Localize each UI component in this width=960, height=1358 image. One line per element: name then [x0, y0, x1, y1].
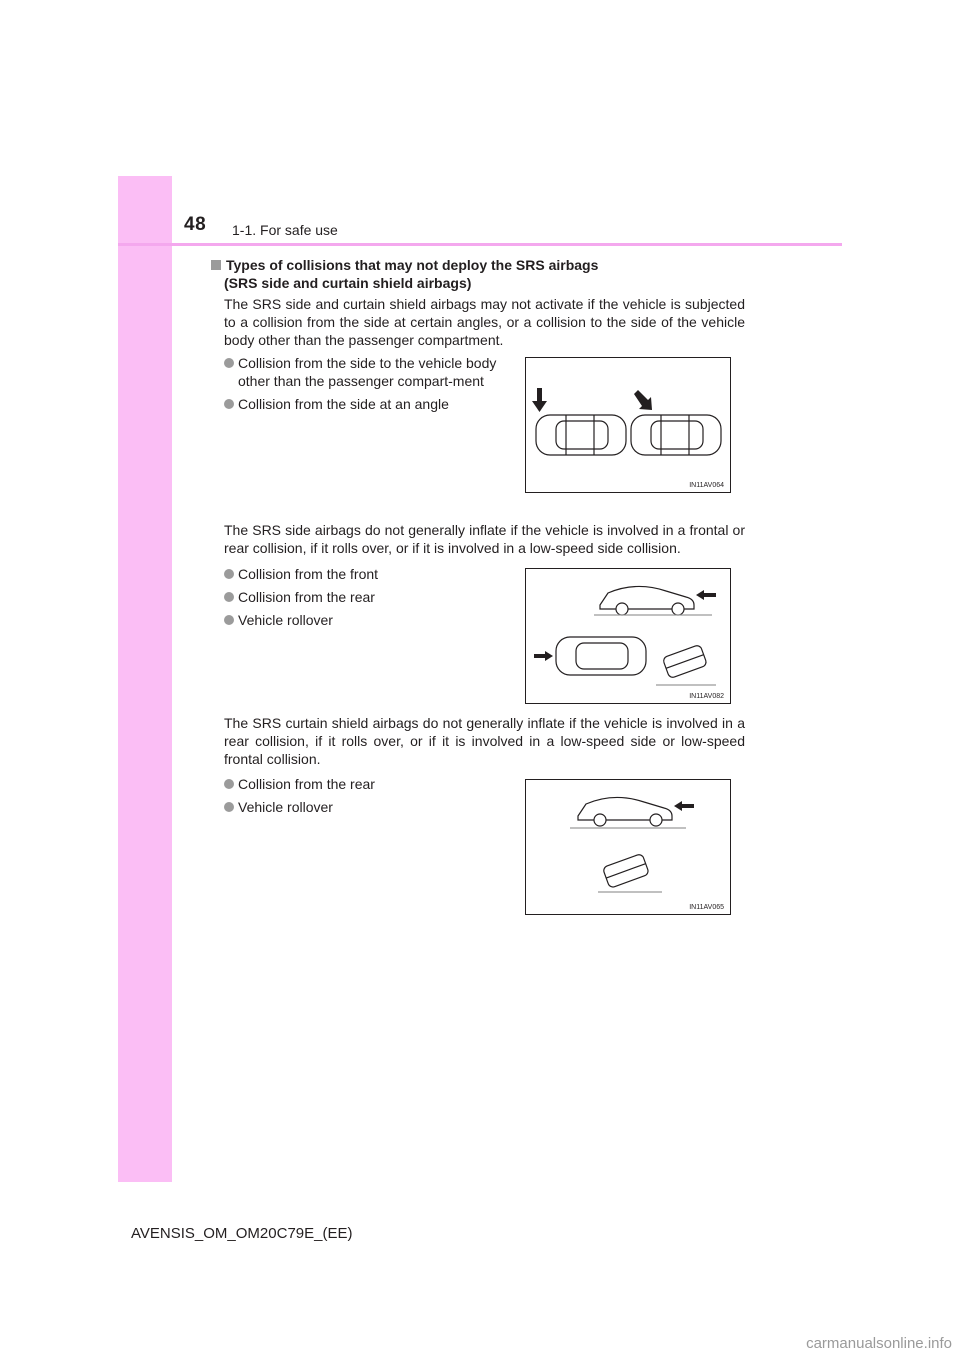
- circle-bullet-icon: [224, 615, 234, 625]
- section-title: 1-1. For safe use: [232, 222, 338, 238]
- side-collision-illustration: [526, 358, 732, 494]
- figure-code: IN11AV064: [689, 482, 724, 489]
- list-item: Collision from the side at an angle: [224, 395, 514, 413]
- figure-code: IN11AV082: [689, 693, 724, 700]
- list-item: Vehicle rollover: [224, 611, 514, 629]
- list-item: Collision from the rear: [224, 588, 514, 606]
- paragraph-1: The SRS side and curtain shield airbags may not activate if the vehicle is subjected to a collision from the side at certain angles, or a collision to the side of the vehicle body other than the passenger compartment.: [224, 296, 745, 348]
- square-bullet-icon: [211, 260, 221, 270]
- list-item: Collision from the rear: [224, 775, 514, 793]
- front-rear-rollover-illustration: [526, 569, 732, 705]
- paragraph-3: The SRS curtain shield airbags do not generally inflate if the vehicle is involved in a rear collision, if it rolls over, or if it is involved in a low-speed side or low-speed frontal collision.: [224, 715, 745, 767]
- subsection-heading: [211, 256, 751, 292]
- bullet-list-3: [224, 775, 514, 821]
- sidebar-tab: [118, 176, 172, 1182]
- circle-bullet-icon: [224, 592, 234, 602]
- list-item: Collision from the front: [224, 565, 514, 583]
- circle-bullet-icon: [224, 399, 234, 409]
- rear-rollover-illustration: [526, 780, 732, 916]
- document-code: AVENSIS_OM_OM20C79E_(EE): [131, 1225, 353, 1242]
- heading-line-1: Types of collisions that may not deploy the SRS airbags: [226, 257, 599, 273]
- heading-line-2: (SRS side and curtain shield airbags): [224, 275, 472, 291]
- list-item: Vehicle rollover: [224, 798, 514, 816]
- page-number: 48: [184, 214, 207, 235]
- bullet-list-2: [224, 565, 514, 634]
- header-rule: [118, 243, 842, 246]
- list-item: Collision from the side to the vehicle body other than the passenger compart-ment: [224, 354, 514, 390]
- circle-bullet-icon: [224, 569, 234, 579]
- circle-bullet-icon: [224, 802, 234, 812]
- watermark: carmanualsonline.info: [806, 1335, 952, 1352]
- circle-bullet-icon: [224, 358, 234, 368]
- bullet-list-1: [224, 354, 514, 418]
- figure-front-rear-rollover: [525, 568, 731, 704]
- figure-side-collision: [525, 357, 731, 493]
- circle-bullet-icon: [224, 779, 234, 789]
- figure-code: IN11AV065: [689, 904, 724, 911]
- figure-rear-rollover: [525, 779, 731, 915]
- paragraph-2: The SRS side airbags do not generally inflate if the vehicle is involved in a frontal or rear collision, if it rolls over, or if it is involved in a low-speed side collision.: [224, 522, 745, 556]
